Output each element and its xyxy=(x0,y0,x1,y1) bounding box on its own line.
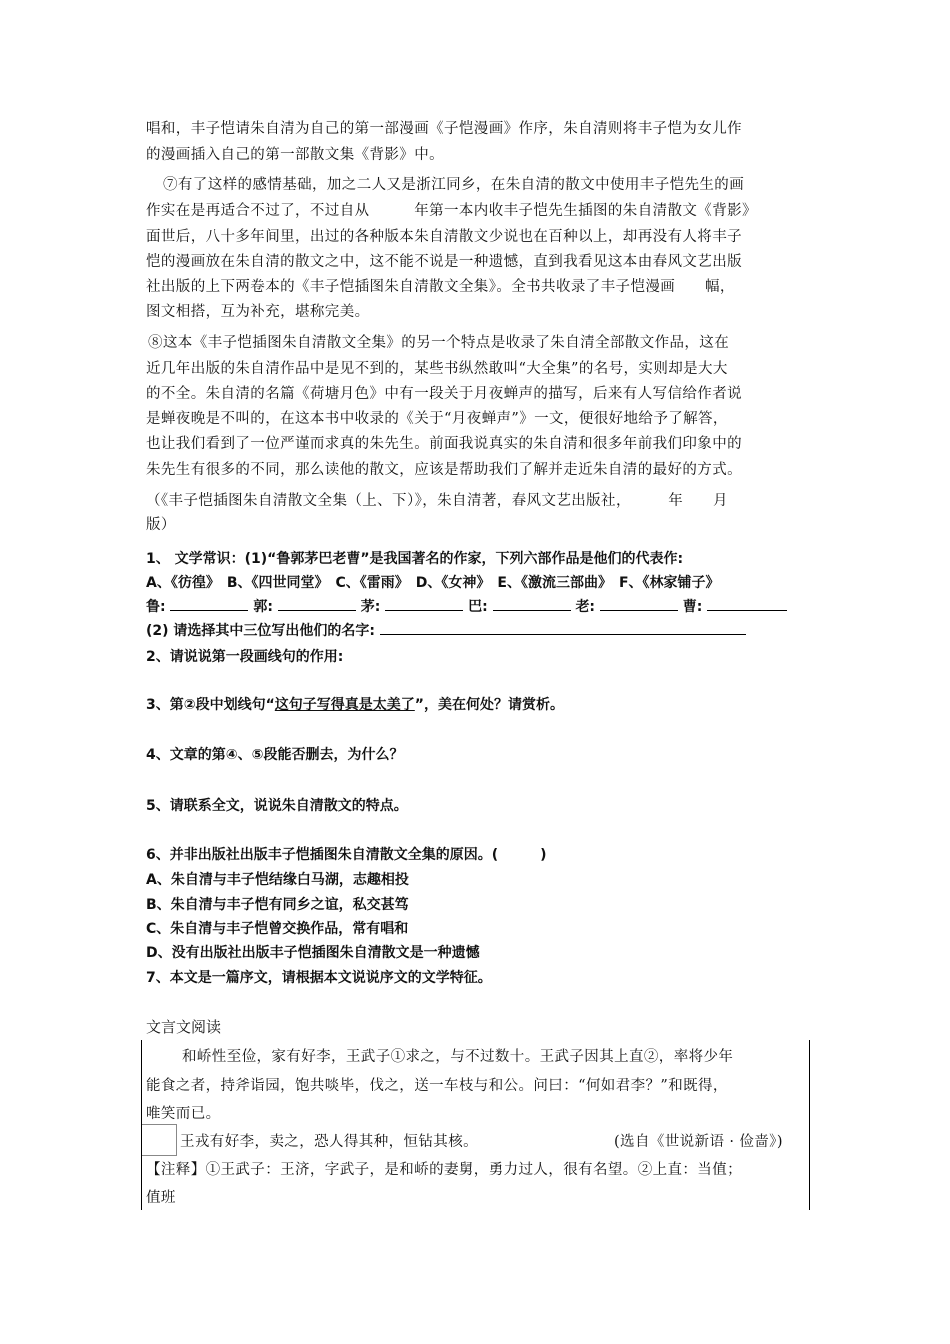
essay-source-line2: 版） xyxy=(146,517,176,533)
fill-blank-guo[interactable] xyxy=(278,596,356,611)
question-6: 6、并非出版社出版丰子恺插图朱自清散文全集的原因。( ) xyxy=(146,847,547,863)
classical-line4: 王戎有好李，卖之，恐人得其种，恒钻其核。 xyxy=(180,1134,478,1150)
classical-source: (选自《世说新语 · 俭啬》) xyxy=(614,1134,783,1150)
essay-para7-line6: 图文相搭，互为补充，堪称完美。 xyxy=(146,304,370,320)
question-3-underlined-quote: 这句子写得真是太美了 xyxy=(274,697,415,713)
essay-para6-line2: 的漫画插入自己的第一部散文集《背影》中。 xyxy=(146,147,444,163)
passage-indent-cell xyxy=(142,1124,177,1156)
classical-note-line2: 值班 xyxy=(146,1190,176,1206)
classical-line2: 能食之者，持斧诣园，饱共啖毕，伐之，送一车枝与和公。问曰：“何如君李？”和既得， xyxy=(146,1078,728,1094)
answer-blank-names[interactable] xyxy=(380,620,746,635)
essay-para7-line2: 作实在是再适合不过了，不过自从 年第一本内收丰子恺先生插图的朱自清散文《背影》 xyxy=(146,203,757,219)
essay-para8-line3: 的不全。朱自清的名篇《荷塘月色》中有一段关于月夜蝉声的描写，后来有人写信给作者说 xyxy=(146,386,742,402)
question-7: 7、本文是一篇序文，请根据本文说说序文的文学特征。 xyxy=(146,970,492,986)
question-6-option-c: C、朱自清与丰子恺曾交换作品，常有唱和 xyxy=(146,921,409,937)
essay-para7-line1: ⑦有了这样的感情基础，加之二人又是浙江同乡，在朱自清的散文中使用丰子恺先生的画 xyxy=(163,177,745,193)
fill-label-ba: 巴: xyxy=(468,599,488,615)
classical-heading: 文言文阅读 xyxy=(146,1018,222,1036)
question-6-option-d: D、没有出版社出版丰子恺插图朱自清散文是一种遗憾 xyxy=(146,945,480,961)
classical-line3: 唯笑而已。 xyxy=(146,1106,221,1122)
fill-blank-cao[interactable] xyxy=(707,596,787,611)
fill-label-lu: 鲁: xyxy=(146,599,166,615)
question-1-part2-text: (2) 请选择其中三位写出他们的名字: xyxy=(146,623,376,639)
question-5: 5、请联系全文，说说朱自清散文的特点。 xyxy=(146,798,408,814)
essay-para7-line3: 面世后，八十多年间里，出过的各种版本朱自清散文少说也在百种以上，却再没有人将丰子 xyxy=(146,229,742,245)
essay-para8-line2: 近几年出版的朱自清作品中是见不到的，某些书纵然敢叫“大全集”的名号，实则却是大大 xyxy=(146,361,728,377)
question-3 xyxy=(146,694,564,714)
essay-source-line1: （《丰子恺插图朱自清散文全集（上、下）》，朱自清著，春风文艺出版社， 年 月 xyxy=(146,493,728,509)
fill-label-guo: 郭: xyxy=(253,599,273,615)
question-6-option-b: B、朱自清与丰子恺有同乡之谊，私交甚笃 xyxy=(146,897,409,913)
classical-note-line1: 【注释】①王武子：王济，字武子，是和峤的妻舅，勇力过人，很有名望。②上直：当值； xyxy=(146,1162,742,1178)
fill-blank-mao[interactable] xyxy=(385,596,463,611)
question-6-option-a: A、朱自清与丰子恺结缘白马湖，志趣相投 xyxy=(146,872,409,888)
question-1-fill-line xyxy=(146,596,787,616)
question-4: 4、文章的第④、⑤段能否删去，为什么？ xyxy=(146,747,404,763)
essay-para8-line5: 也让我们看到了一位严谨而求真的朱先生。前面我说真实的朱自清和很多年前我们印象中的 xyxy=(146,436,742,452)
question-1-part2 xyxy=(146,620,746,640)
fill-label-cao: 曹: xyxy=(682,599,703,615)
question-3-suffix: ”，美在何处？请赏析。 xyxy=(414,697,564,713)
classical-line1: 和峤性至俭，家有好李，王武子①求之，与不过数十。王武子因其上直②，率将少年 xyxy=(182,1049,734,1065)
essay-para7-line4: 恺的漫画放在朱自清的散文之中，这不能不说是一种遗憾，直到我看见这本由春风文艺出版 xyxy=(146,254,742,270)
essay-para8-line1: ⑧这本《丰子恺插图朱自清散文全集》的另一个特点是收录了朱自清全部散文作品，这在 xyxy=(148,335,730,351)
essay-para6-line1: 唱和，丰子恺请朱自清为自己的第一部漫画《子恺漫画》作序，朱自清则将丰子恺为女儿作 xyxy=(146,121,742,137)
fill-blank-ba[interactable] xyxy=(493,596,571,611)
fill-blank-lu[interactable] xyxy=(170,596,248,611)
essay-para8-line6: 朱先生有很多的不同，那么读他的散文，应该是帮助我们了解并走近朱自清的最好的方式。 xyxy=(146,462,742,478)
question-2: 2、请说说第一段画线句的作用: xyxy=(146,649,344,665)
question-3-prefix: 3、第②段中划线句“ xyxy=(146,697,275,713)
question-1-line1: 1、 文学常识：(1)“鲁郭茅巴老曹”是我国著名的作家，下列六部作品是他们的代表作: xyxy=(146,551,684,567)
essay-para8-line4: 是蝉夜晚是不叫的，在这本书中收录的《关于“月夜蝉声”》一文，便很好地给予了解答， xyxy=(146,411,728,427)
essay-para7-line5: 社出版的上下两卷本的《丰子恺插图朱自清散文全集》。全书共收录了丰子恺漫画 幅， xyxy=(146,279,735,295)
fill-blank-lao[interactable] xyxy=(600,596,678,611)
fill-label-mao: 茅: xyxy=(360,599,381,615)
fill-label-lao: 老: xyxy=(575,599,596,615)
question-1-options: A、《彷徨》 B、《四世同堂》 C、《雷雨》 D、《女神》 E、《激流三部曲》 F、《林家铺子》 xyxy=(146,575,720,591)
passage-box-right-border xyxy=(809,1040,810,1210)
